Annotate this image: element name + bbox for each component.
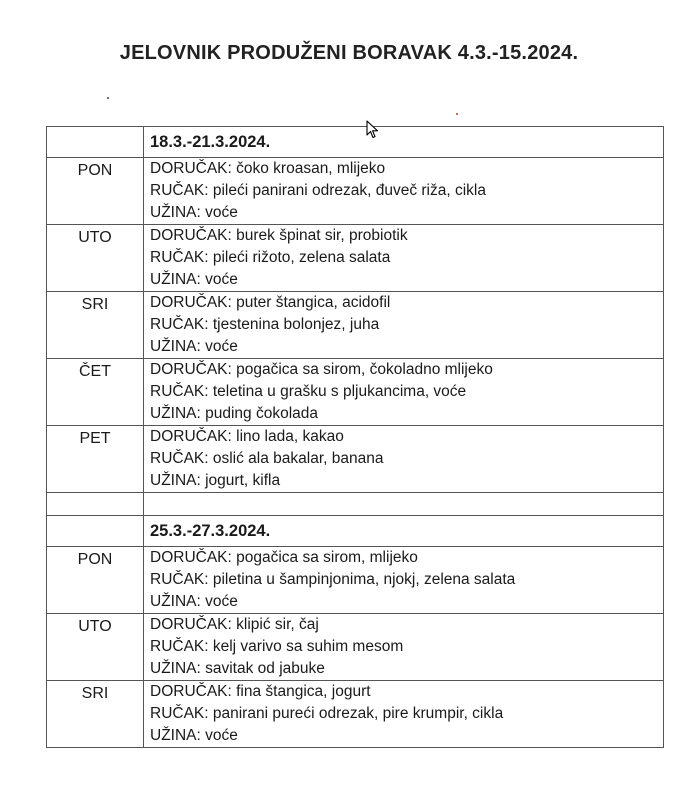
day-cell: UTO (47, 225, 144, 292)
snack-line: UŽINA: voće (150, 271, 238, 288)
week-header-cell (144, 516, 664, 547)
day-cell: ČET (47, 359, 144, 426)
breakfast-line: DORUČAK: klipić sir, čaj (150, 616, 319, 633)
meals-cell (144, 547, 664, 614)
menu-table (46, 126, 664, 748)
snack-line: UŽINA: voće (150, 593, 238, 610)
table-row (47, 681, 664, 748)
lunch-line: RUČAK: panirani pureći odrezak, pire krumpir, cikla (150, 705, 504, 722)
table-row (47, 426, 664, 493)
day-cell: PON (47, 547, 144, 614)
table-row (47, 547, 664, 614)
lunch-line: RUČAK: teletina u grašku s pljukancima, voće (150, 383, 467, 400)
snack-line: UŽINA: puding čokolada (150, 405, 319, 422)
day-cell: PON (47, 158, 144, 225)
scan-speck (107, 97, 109, 99)
week-header-empty-cell (47, 516, 144, 547)
breakfast-line: DORUČAK: fina štangica, jogurt (150, 683, 371, 700)
spacer-row (47, 493, 664, 516)
meals-cell (144, 292, 664, 359)
lunch-line: RUČAK: piletina u šampinjonima, njokj, zelena salata (150, 571, 516, 588)
snack-line: UŽINA: voće (150, 338, 238, 355)
meals-cell (144, 158, 664, 225)
table-row (47, 292, 664, 359)
lunch-line: RUČAK: kelj varivo sa suhim mesom (150, 638, 404, 655)
meals-cell (144, 614, 664, 681)
snack-line: UŽINA: voće (150, 204, 238, 221)
empty-cell (144, 493, 664, 516)
lunch-line: RUČAK: tjestenina bolonjez, juha (150, 316, 380, 333)
table-row (47, 225, 664, 292)
lunch-line: RUČAK: oslić ala bakalar, banana (150, 450, 384, 467)
day-cell: SRI (47, 681, 144, 748)
breakfast-line: DORUČAK: čoko kroasan, mlijeko (150, 160, 386, 177)
week-header-cell (144, 127, 664, 158)
table-row (47, 359, 664, 426)
table-row (47, 158, 664, 225)
snack-line: UŽINA: savitak od jabuke (150, 660, 325, 677)
table-row (47, 614, 664, 681)
week-header-row (47, 127, 664, 158)
breakfast-line: DORUČAK: burek špinat sir, probiotik (150, 227, 408, 244)
week-header-row (47, 516, 664, 547)
snack-line: UŽINA: voće (150, 727, 238, 744)
meals-cell (144, 359, 664, 426)
breakfast-line: DORUČAK: puter štangica, acidofil (150, 294, 391, 311)
breakfast-line: DORUČAK: lino lada, kakao (150, 428, 344, 445)
page-title: JELOVNIK PRODUŽENI BORAVAK 4.3.-15.2024. (119, 42, 579, 64)
scan-speck (456, 113, 458, 115)
mouse-pointer-icon (366, 120, 380, 140)
day-cell: UTO (47, 614, 144, 681)
snack-line: UŽINA: jogurt, kifla (150, 472, 281, 489)
lunch-line: RUČAK: pileći rižoto, zelena salata (150, 249, 391, 266)
breakfast-line: DORUČAK: pogačica sa sirom, čokoladno mlijeko (150, 361, 493, 378)
week-label: 25.3.-27.3.2024. (150, 521, 271, 540)
meals-cell (144, 225, 664, 292)
week-header-empty-cell (47, 127, 144, 158)
day-cell: SRI (47, 292, 144, 359)
meals-cell (144, 426, 664, 493)
breakfast-line: DORUČAK: pogačica sa sirom, mlijeko (150, 549, 418, 566)
lunch-line: RUČAK: pileći panirani odrezak, đuveč riža, cikla (150, 182, 486, 199)
meals-cell (144, 681, 664, 748)
day-cell: PET (47, 426, 144, 493)
empty-cell (47, 493, 144, 516)
week-label: 18.3.-21.3.2024. (150, 132, 271, 151)
